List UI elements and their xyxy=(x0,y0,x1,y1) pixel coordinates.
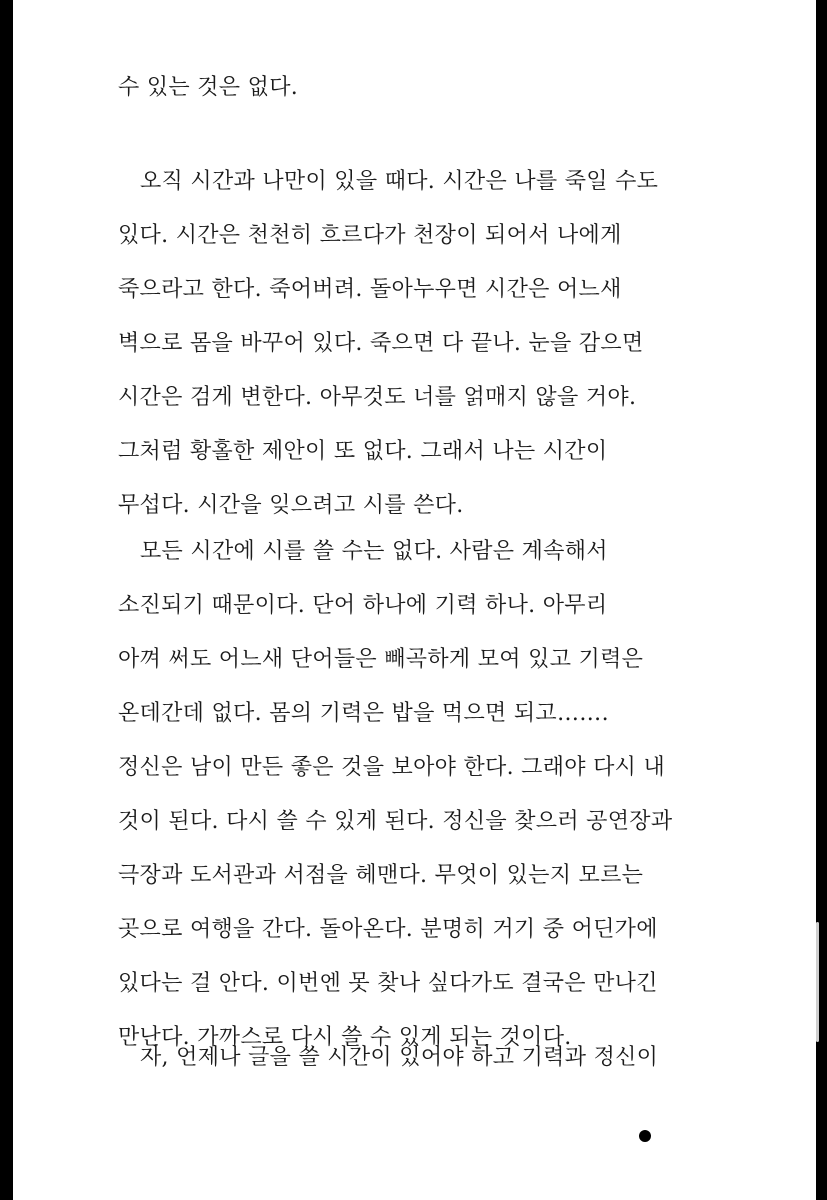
text-line: 정신은 남이 만든 좋은 것을 보아야 한다. 그래야 다시 내 xyxy=(118,755,666,780)
text-line: 모든 시간에 시를 쓸 수는 없다. 사람은 계속해서 xyxy=(140,539,608,564)
text-line: 있다. 시간은 천천히 흐르다가 천장이 되어서 나에게 xyxy=(118,223,622,248)
text-line: 아껴 써도 어느새 단어들은 빼곡하게 모여 있고 기력은 xyxy=(118,647,644,672)
book-page xyxy=(13,0,816,1200)
text-line: 그처럼 황홀한 제안이 또 없다. 그래서 나는 시간이 xyxy=(118,439,608,464)
text-line: 죽으라고 한다. 죽어버려. 돌아누우면 시간은 어느새 xyxy=(118,277,622,302)
text-line: 자, 언제나 글을 쓸 시간이 있어야 하고 기력과 정신이 xyxy=(140,1045,659,1070)
text-line: 오직 시간과 나만이 있을 때다. 시간은 나를 죽일 수도 xyxy=(140,169,659,194)
text-line: 온데간데 없다. 몸의 기력은 밥을 먹으면 되고……. xyxy=(118,701,609,726)
text-line: 것이 된다. 다시 쓸 수 있게 된다. 정신을 찾으러 공연장과 xyxy=(118,809,673,834)
paragraph-2 xyxy=(118,155,658,533)
text-line: 극장과 도서관과 서점을 헤맨다. 무엇이 있는지 모르는 xyxy=(118,863,644,888)
text-line: 벽으로 몸을 바꾸어 있다. 죽으면 다 끝나. 눈을 감으면 xyxy=(118,331,644,356)
page-end-bullet-icon xyxy=(639,1130,651,1142)
text-line: 시간은 검게 변한다. 아무것도 너를 얽매지 않을 거야. xyxy=(118,385,637,410)
text-line: 수 있는 것은 없다. xyxy=(118,75,299,100)
paragraph-4 xyxy=(118,1031,658,1085)
text-line: 있다는 걸 안다. 이번엔 못 찾나 싶다가도 결국은 만나긴 xyxy=(118,971,658,996)
paragraph-3 xyxy=(118,525,672,1065)
text-line: 소진되기 때문이다. 단어 하나에 기력 하나. 아무리 xyxy=(118,593,608,618)
text-line: 곳으로 여행을 간다. 돌아온다. 분명히 거기 중 어딘가에 xyxy=(118,917,658,942)
text-line: 만난다. 가까스로 다시 쓸 수 있게 되는 것이다. xyxy=(118,1025,572,1050)
scrollbar[interactable] xyxy=(816,922,819,1042)
text-line: 무섭다. 시간을 잊으려고 시를 쓴다. xyxy=(118,493,464,518)
paragraph-1 xyxy=(118,61,298,115)
